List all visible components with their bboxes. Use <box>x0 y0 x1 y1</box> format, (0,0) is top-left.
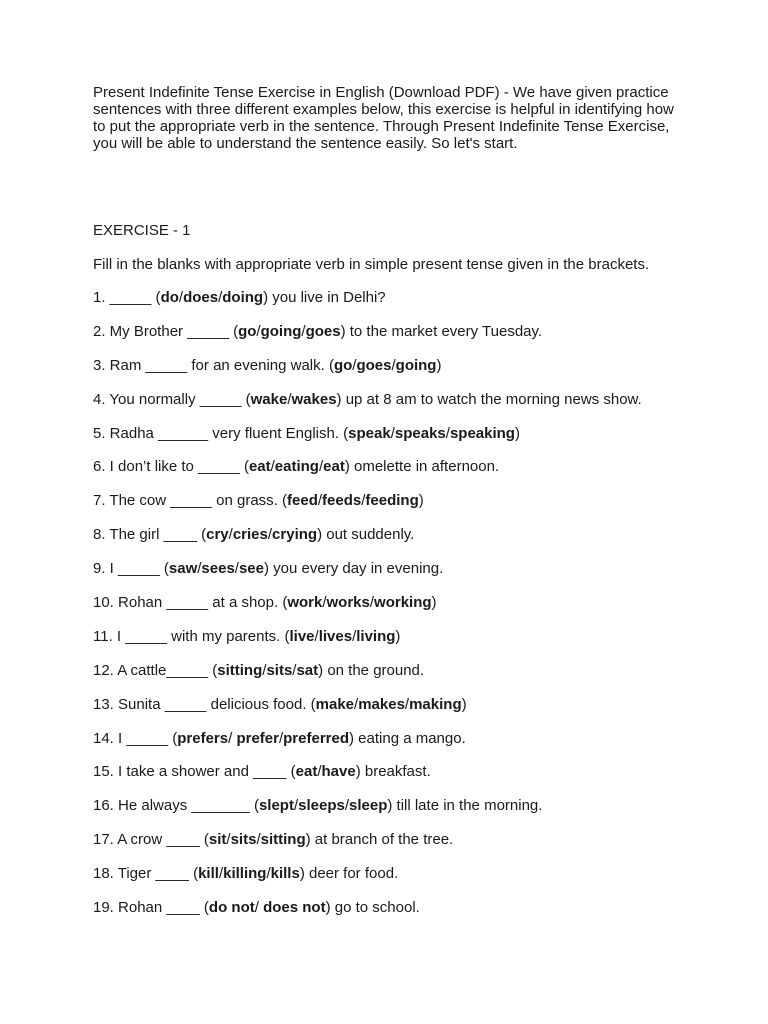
option-separator: / <box>317 763 322 781</box>
verb-option: eating <box>274 458 319 476</box>
verb-option: go <box>238 322 257 340</box>
verb-option: sits <box>266 661 293 679</box>
option-separator: / <box>344 797 349 815</box>
option-separator: / <box>390 424 395 442</box>
option-separator: / <box>270 458 275 476</box>
question-item <box>93 391 642 425</box>
option-separator: / <box>301 322 306 340</box>
option-separator: / <box>322 594 327 612</box>
question-text-after: ) eating a mango. <box>349 729 466 747</box>
option-separator: / <box>226 831 231 849</box>
option-separator: / <box>318 458 324 476</box>
option-separator: / <box>287 390 292 408</box>
question-item <box>93 730 642 764</box>
verb-option: prefer <box>236 729 279 747</box>
question-text-after: ) <box>418 492 424 510</box>
question-text-before: 16. He always _______ ( <box>93 797 259 815</box>
question-text-after: ) <box>395 627 401 645</box>
option-separator: / <box>404 695 410 713</box>
verb-option: wake <box>250 390 288 408</box>
verb-option: sat <box>296 661 319 679</box>
verb-option: sits <box>230 831 257 849</box>
option-separator: / <box>391 356 396 374</box>
question-text-before: 9. I _____ ( <box>93 560 169 578</box>
question-text-before: 18. Tiger ____ ( <box>93 865 199 883</box>
verb-option: do <box>160 289 179 306</box>
question-text-after: ) omelette in afternoon. <box>344 458 500 476</box>
verb-option: living <box>356 627 396 645</box>
verb-option: working <box>374 594 432 612</box>
question-item <box>93 458 642 492</box>
verb-option: kills <box>270 865 300 883</box>
option-separator: / <box>278 729 284 747</box>
option-separator: / <box>266 865 271 883</box>
verb-option: going <box>260 322 302 340</box>
question-text-before: 6. I don’t like to _____ ( <box>93 458 249 476</box>
verb-option: see <box>238 560 264 578</box>
question-text-before: 10. Rohan _____ at a shop. ( <box>93 594 288 612</box>
question-text-before: 1. _____ ( <box>93 289 161 306</box>
verb-option: eat <box>323 458 345 476</box>
verb-option: makes <box>358 695 405 713</box>
intro-paragraph: Present Indefinite Tense Exercise in English (Download PDF) - We have given practice sentences with three different examples below, this exercise is helpful in identifying how to put the appropriate verb in the sentence. Through Present Indefinite Tense Exercise, you will be able to understand the sentence easily. So let's start. <box>93 84 674 152</box>
verb-option: doing <box>222 289 264 306</box>
verb-option: sit <box>208 831 227 849</box>
verb-option: saw <box>168 560 198 578</box>
verb-option: feed <box>287 492 318 510</box>
question-text-after: ) <box>461 695 467 713</box>
option-separator: / <box>228 526 233 544</box>
option-separator: / <box>445 424 450 442</box>
exercise-instruction: Fill in the blanks with appropriate verb in simple present tense given in the brackets. <box>93 256 650 273</box>
question-text-after: ) you live in Delhi? <box>263 289 386 306</box>
question-text-after: ) on the ground. <box>318 661 425 679</box>
verb-option: works <box>326 594 370 612</box>
option-separator: / <box>234 560 239 578</box>
verb-option: kill <box>198 865 219 883</box>
verb-option: have <box>321 763 356 781</box>
verb-option: crying <box>272 526 318 544</box>
question-item <box>93 289 642 323</box>
question-text-before: 7. The cow _____ on grass. ( <box>93 492 288 510</box>
verb-option: sees <box>201 560 235 578</box>
verb-option: feeds <box>322 492 362 510</box>
verb-option: feeding <box>365 492 419 510</box>
option-separator: / <box>178 289 184 306</box>
question-text-after: ) you every day in evening. <box>264 560 444 578</box>
option-separator: / <box>292 661 297 679</box>
verb-option: going <box>395 356 437 374</box>
option-separator: / <box>369 594 375 612</box>
question-item <box>93 357 642 391</box>
verb-option: does <box>183 289 219 306</box>
question-text-after: ) go to school. <box>325 899 420 917</box>
verb-option: speaking <box>449 424 515 442</box>
option-separator: / <box>228 729 237 747</box>
question-item <box>93 526 642 560</box>
question-list <box>93 289 642 933</box>
verb-option: lives <box>318 627 353 645</box>
question-item <box>93 323 642 357</box>
question-item <box>93 594 642 628</box>
question-text-after: ) up at 8 am to watch the morning news show. <box>336 390 642 408</box>
question-text-before: 11. I _____ with my parents. ( <box>93 627 290 645</box>
question-text-before: 4. You normally _____ ( <box>93 390 251 408</box>
option-separator: / <box>293 797 299 815</box>
question-item <box>93 899 642 933</box>
option-separator: / <box>361 492 366 510</box>
option-separator: / <box>267 526 273 544</box>
exercise-heading: EXERCISE - 1 <box>93 222 191 239</box>
question-text-before: 2. My Brother _____ ( <box>93 322 239 340</box>
question-item <box>93 696 642 730</box>
verb-option: make <box>315 695 355 713</box>
question-item <box>93 492 642 526</box>
option-separator: / <box>352 356 357 374</box>
option-separator: / <box>262 661 267 679</box>
question-text-before: 13. Sunita _____ delicious food. ( <box>93 695 316 713</box>
question-text-after: ) <box>436 356 442 374</box>
question-text-after: ) to the market every Tuesday. <box>340 322 543 340</box>
question-text-after: ) out suddenly. <box>317 526 415 544</box>
verb-option: sitting <box>260 831 306 849</box>
question-text-after: ) till late in the morning. <box>387 797 543 815</box>
verb-option: wakes <box>291 390 337 408</box>
question-item <box>93 865 642 899</box>
question-text-after: ) <box>514 424 520 442</box>
verb-option: sleeps <box>298 797 345 815</box>
verb-option: cry <box>206 526 229 544</box>
option-separator: / <box>256 831 261 849</box>
question-text-before: 8. The girl ____ ( <box>93 526 207 544</box>
option-separator: / <box>314 627 319 645</box>
question-text-before: 12. A cattle_____ ( <box>93 661 218 679</box>
question-text-before: 3. Ram _____ for an evening walk. ( <box>93 356 334 374</box>
question-item <box>93 831 642 865</box>
question-text-before: 17. A crow ____ ( <box>93 831 209 849</box>
question-item <box>93 662 642 696</box>
verb-option: goes <box>305 322 341 340</box>
verb-option: do not <box>208 899 255 917</box>
option-separator: / <box>352 627 357 645</box>
verb-option: work <box>287 594 323 612</box>
option-separator: / <box>256 322 261 340</box>
option-separator: / <box>317 492 323 510</box>
option-separator: / <box>254 899 264 917</box>
verb-option: go <box>333 356 353 374</box>
verb-option: making <box>409 695 462 713</box>
option-separator: / <box>218 289 223 306</box>
verb-option: does not <box>263 899 326 917</box>
question-text-after: ) <box>431 594 437 612</box>
verb-option: preferred <box>283 729 349 747</box>
question-item <box>93 425 642 459</box>
question-text-after: ) deer for food. <box>299 865 399 883</box>
question-text-before: 19. Rohan ____ ( <box>93 899 209 917</box>
verb-option: sitting <box>217 661 263 679</box>
verb-option: speak <box>348 424 391 442</box>
verb-option: sleep <box>349 797 388 815</box>
verb-option: eat <box>295 763 318 781</box>
question-item <box>93 797 642 831</box>
verb-option: killing <box>223 865 267 883</box>
verb-option: slept <box>258 797 294 815</box>
question-text-before: 5. Radha ______ very fluent English. ( <box>93 424 349 442</box>
verb-option: cries <box>232 526 268 544</box>
verb-option: prefers <box>177 729 229 747</box>
option-separator: / <box>354 695 359 713</box>
verb-option: speaks <box>394 424 446 442</box>
option-separator: / <box>218 865 224 883</box>
question-text-before: 14. I _____ ( <box>93 729 178 747</box>
question-text-after: ) at branch of the tree. <box>305 831 454 849</box>
question-text-after: ) breakfast. <box>355 763 431 781</box>
question-item <box>93 628 642 662</box>
question-item <box>93 763 642 797</box>
option-separator: / <box>197 560 202 578</box>
question-text-before: 15. I take a shower and ____ ( <box>93 763 296 781</box>
verb-option: live <box>289 627 315 645</box>
verb-option: goes <box>356 356 392 374</box>
verb-option: eat <box>248 458 271 476</box>
question-item <box>93 560 642 594</box>
